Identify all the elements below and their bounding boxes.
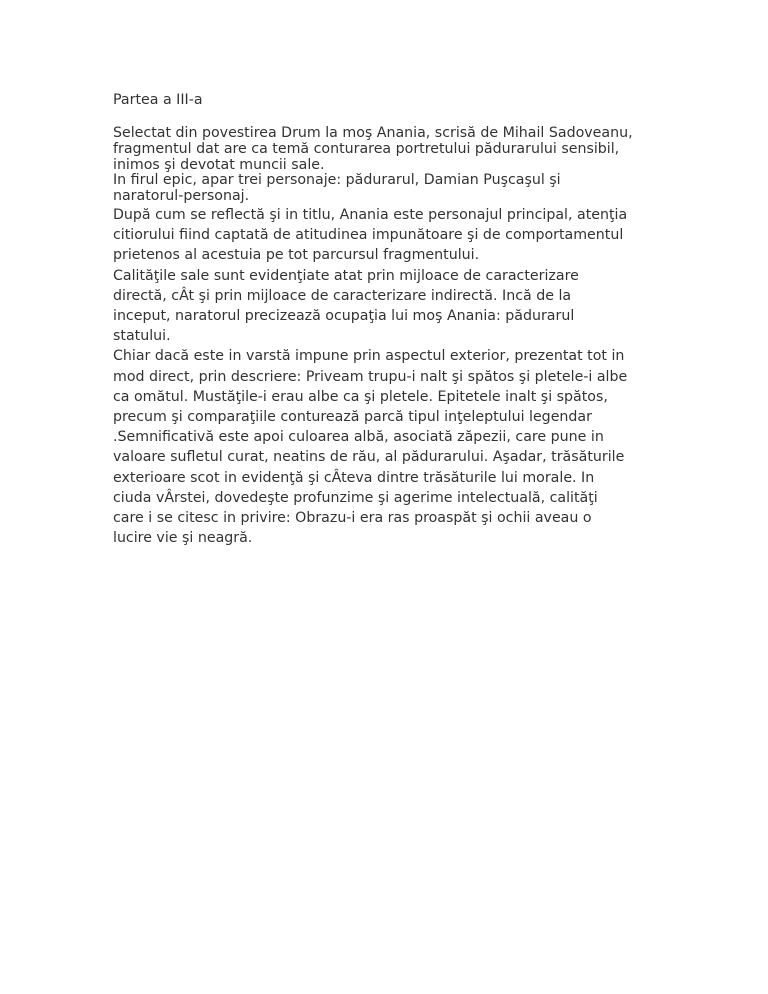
text-line: citiorului fiind captată de atitudinea impunătoare şi de comportamentul (113, 227, 624, 244)
text-line: precum şi comparaţiile conturează parcă tipul inţeleptului legendar (113, 409, 592, 426)
text-line: care i se citesc in privire: Obrazu-i era ras proaspăt şi ochii aveau o (113, 510, 592, 527)
text-line: valoare sufletul curat, neatins de rău, al pădurarului. Aşadar, trăsăturile (113, 449, 625, 466)
text-line: inimos şi devotat muncii sale. (113, 156, 325, 173)
text-line: naratorul-personaj. (113, 188, 250, 205)
text-line: In firul epic, apar trei personaje: pădurarul, Damian Puşcaşul şi (113, 172, 561, 189)
text-line: ca omătul. Mustăţile-i erau albe ca şi pletele. Epitetele inalt şi spătos, (113, 388, 608, 405)
text-line: mod direct, prin descriere: Priveam trupu-i nalt şi spătos şi pletele-i albe (113, 368, 628, 385)
text-line: prietenos al acestuia pe tot parcursul fragmentului. (113, 247, 480, 264)
page-title: Partea a III-a (113, 92, 203, 108)
text-line: inceput, naratorul precizează ocupaţia lui moş Anania: pădurarul (113, 308, 575, 324)
text-line: După cum se reflectă şi in titlu, Anania este personajul principal, atenţia (113, 206, 628, 223)
text-line: .Semnificativă este apoi culoarea albă, asociată zăpezii, care pune in (113, 429, 604, 446)
text-line: Calităţile sale sunt evidenţiate atat prin mijloace de caracterizare (113, 267, 579, 284)
text-block-analysis (113, 205, 673, 548)
text-line: directă, cÂt şi prin mijloace de caracterizare indirectă. Incă de la (113, 287, 572, 304)
body-text (113, 126, 673, 548)
text-line: Chiar dacă este in varstă impune prin aspectul exterior, prezentat tot in (113, 348, 625, 365)
text-line: fragmentul dat are ca temă conturarea portretului pădurarului sensibil, (113, 140, 620, 157)
text-line: Selectat din povestirea Drum la moş Anania, scrisă de Mihail Sadoveanu, (113, 125, 633, 141)
text-block-intro (113, 126, 673, 205)
text-line: ciuda vÂrstei, dovedeşte profunzime şi agerime intelectuală, calităţi (113, 489, 598, 506)
text-line: lucire vie şi neagră. (113, 530, 253, 547)
text-line: statului. (113, 328, 171, 345)
text-line: exterioare scot in evidenţă şi cÂteva dintre trăsăturile lui morale. In (113, 469, 595, 486)
